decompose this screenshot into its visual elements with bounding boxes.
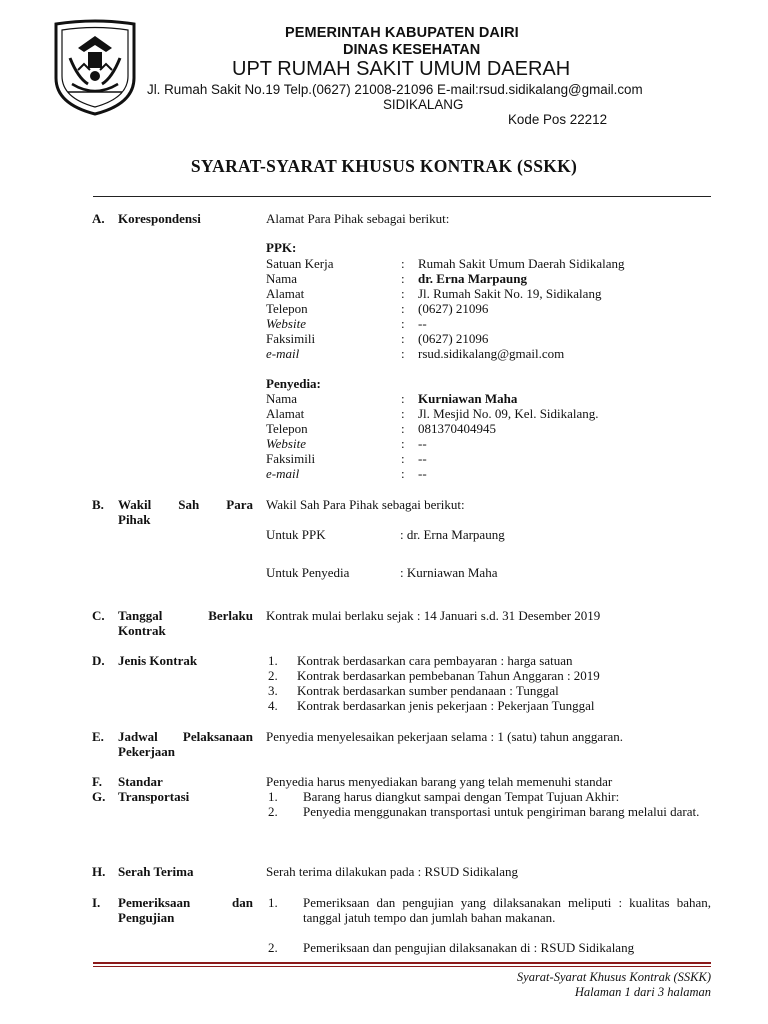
- list-number: 2.: [268, 668, 278, 683]
- penyedia-heading: Penyedia:: [266, 376, 321, 391]
- field-colon: :: [401, 406, 405, 421]
- section-label: Tanggal Berlaku: [118, 608, 253, 623]
- field-key: Alamat: [266, 406, 305, 421]
- wakil-key: Untuk Penyedia: [266, 565, 350, 580]
- letterhead-department: DINAS KESEHATAN: [343, 42, 481, 58]
- wakil-key: Untuk PPK: [266, 527, 326, 542]
- field-key: Telepon: [266, 301, 308, 316]
- section-text: Kontrak mulai berlaku sejak : 14 Januari s.d. 31 Desember 2019: [266, 608, 601, 623]
- list-number: 1.: [268, 653, 278, 668]
- ppk-heading: PPK:: [266, 240, 297, 255]
- section-label-cont: Pihak: [118, 512, 151, 527]
- footer-page-number: Halaman 1 dari 3 halaman: [574, 985, 711, 999]
- footer-document-name: Syarat-Syarat Khusus Kontrak (SSKK): [516, 970, 711, 984]
- section-label-cont: Kontrak: [118, 623, 166, 638]
- wakil-value: : Kurniawan Maha: [400, 565, 498, 580]
- field-colon: :: [401, 451, 405, 466]
- field-value: Rumah Sakit Umum Daerah Sidikalang: [418, 256, 625, 271]
- section-label: Serah Terima: [118, 864, 194, 879]
- list-number: 3.: [268, 683, 278, 698]
- letterhead-city: SIDIKALANG: [383, 97, 464, 112]
- field-value: dr. Erna Marpaung: [418, 271, 527, 286]
- section-text: Serah terima dilakukan pada : RSUD Sidikalang: [266, 864, 519, 879]
- section-label: Korespondensi: [118, 211, 201, 226]
- section-letter: C.: [92, 608, 105, 623]
- section-letter: F.: [92, 774, 102, 789]
- field-value: --: [418, 316, 427, 331]
- field-key: Telepon: [266, 421, 308, 436]
- field-colon: :: [401, 436, 405, 451]
- list-text: Kontrak berdasarkan jenis pekerjaan : Pekerjaan Tunggal: [297, 698, 595, 713]
- field-key: Faksimili: [266, 451, 316, 466]
- section-text: Penyedia menyelesaikan pekerjaan selama : 1 (satu) tahun anggaran.: [266, 729, 623, 744]
- field-value: --: [418, 451, 427, 466]
- section-letter: H.: [92, 864, 106, 879]
- wakil-value: : dr. Erna Marpaung: [400, 527, 505, 542]
- field-value: --: [418, 466, 427, 481]
- field-value: Jl. Mesjid No. 09, Kel. Sidikalang.: [418, 406, 599, 421]
- field-key: Nama: [266, 391, 298, 406]
- list-text: Kontrak berdasarkan cara pembayaran : harga satuan: [297, 653, 573, 668]
- field-colon: :: [401, 286, 405, 301]
- list-number: 2.: [268, 940, 278, 955]
- list-text: Penyedia menggunakan transportasi untuk pengiriman barang melalui darat.: [303, 804, 700, 819]
- field-colon: :: [401, 271, 405, 286]
- footer-divider-thin: [93, 966, 711, 967]
- section-label: Jenis Kontrak: [118, 653, 198, 668]
- list-text: Pemeriksaan dan pengujian dilaksanakan di : RSUD Sidikalang: [303, 940, 635, 955]
- letterhead-government: PEMERINTAH KABUPATEN DAIRI: [285, 25, 519, 41]
- field-key: Website: [266, 436, 306, 451]
- field-colon: :: [401, 316, 405, 331]
- email-link[interactable]: rsud.sidikalang@gmail.com: [418, 346, 565, 361]
- section-letter: G.: [92, 789, 106, 804]
- header-divider: [93, 196, 711, 197]
- letterhead-hospital: UPT RUMAH SAKIT UMUM DAERAH: [232, 58, 571, 80]
- section-letter: B.: [92, 497, 104, 512]
- field-key: Nama: [266, 271, 298, 286]
- field-key: e-mail: [266, 346, 300, 361]
- field-key: Faksimili: [266, 331, 316, 346]
- section-label: Jadwal Pelaksanaan: [118, 729, 253, 744]
- section-label: Transportasi: [118, 789, 190, 804]
- section-text: Penyedia harus menyediakan barang yang telah memenuhi standar: [266, 774, 613, 789]
- field-value: (0627) 21096: [418, 301, 489, 316]
- field-key: e-mail: [266, 466, 300, 481]
- section-label-cont: Pengujian: [118, 910, 175, 925]
- field-value: Kurniawan Maha: [418, 391, 518, 406]
- document-title: SYARAT-SYARAT KHUSUS KONTRAK (SSKK): [190, 156, 578, 176]
- list-text: Kontrak berdasarkan pembebanan Tahun Anggaran : 2019: [297, 668, 600, 683]
- field-value: Jl. Rumah Sakit No. 19, Sidikalang: [418, 286, 602, 301]
- field-key: Satuan Kerja: [266, 256, 334, 271]
- list-text: Kontrak berdasarkan sumber pendanaan : Tunggal: [297, 683, 559, 698]
- section-label: Pemeriksaan dan: [118, 895, 253, 910]
- field-key: Website: [266, 316, 306, 331]
- section-label: Standar: [118, 774, 163, 789]
- field-colon: :: [401, 301, 405, 316]
- letterhead-address: Jl. Rumah Sakit No.19 Telp.(0627) 21008-21096 E-mail:rsud.sidikalang@gmail.com: [147, 82, 643, 97]
- field-value: --: [418, 436, 427, 451]
- field-colon: :: [401, 256, 405, 271]
- letterhead-postcode: Kode Pos 22212: [508, 112, 608, 127]
- section-letter: A.: [92, 211, 105, 226]
- field-key: Alamat: [266, 286, 305, 301]
- field-colon: :: [401, 331, 405, 346]
- list-number: 2.: [268, 804, 278, 819]
- field-colon: :: [401, 346, 405, 361]
- field-colon: :: [401, 466, 405, 481]
- field-colon: :: [401, 421, 405, 436]
- section-label: Wakil Sah Para: [118, 497, 253, 512]
- list-text: Pemeriksaan dan pengujian yang dilaksanakan meliputi : kualitas bahan, tanggal jatuh tempo dan jumlah bahan makanan.: [303, 895, 711, 925]
- section-intro: Alamat Para Pihak sebagai berikut:: [266, 211, 450, 226]
- field-colon: :: [401, 391, 405, 406]
- section-letter: D.: [92, 653, 105, 668]
- list-number: 1.: [268, 789, 278, 804]
- field-value: 081370404945: [418, 421, 496, 436]
- section-letter: I.: [92, 895, 101, 910]
- list-number: 1.: [268, 895, 278, 910]
- section-label-cont: Pekerjaan: [118, 744, 176, 759]
- section-letter: E.: [92, 729, 104, 744]
- section-intro: Wakil Sah Para Pihak sebagai berikut:: [266, 497, 465, 512]
- list-text: Barang harus diangkut sampai dengan Tempat Tujuan Akhir:: [303, 789, 620, 804]
- field-value: (0627) 21096: [418, 331, 489, 346]
- list-number: 4.: [268, 698, 278, 713]
- footer-divider: [93, 962, 711, 964]
- regency-crest-icon: [48, 18, 142, 116]
